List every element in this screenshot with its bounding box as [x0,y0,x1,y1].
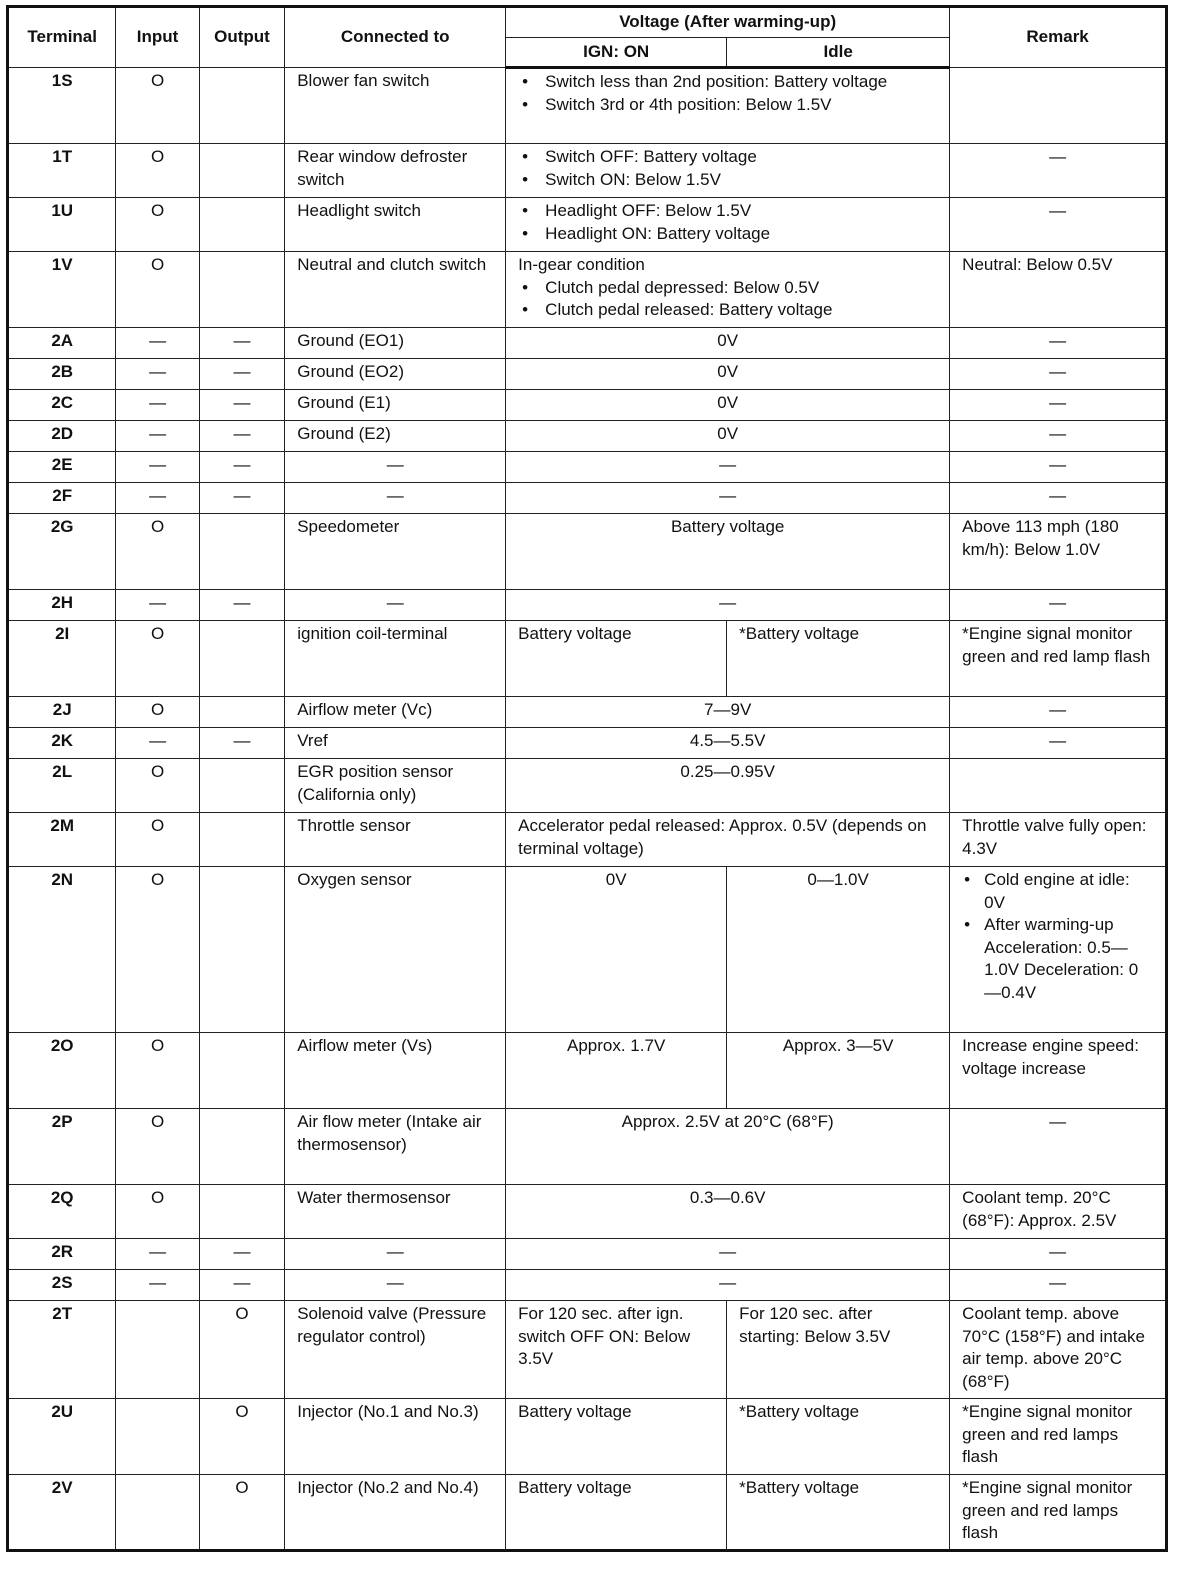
connected-to-cell: — [285,1239,506,1270]
table-row [8,68,1167,144]
connected-to-cell: Speedometer [285,514,506,590]
voltage-cell: 4.5—5.5V [506,728,950,759]
input-cell: — [116,328,199,359]
table-row [8,144,1167,198]
table-row [8,390,1167,421]
input-cell: — [116,728,199,759]
input-cell: — [116,390,199,421]
remark-cell: — [950,144,1167,198]
input-cell: O [116,514,199,590]
ign-on-cell: Battery voltage [506,621,727,697]
terminal-cell: 2R [8,1239,116,1270]
input-cell: — [116,1270,199,1301]
remark-cell [950,68,1167,144]
voltage-item: • Switch OFF: Battery voltage [518,146,937,169]
input-cell [116,1475,199,1551]
table-row [8,328,1167,359]
table-row [8,697,1167,728]
voltage-intro: In-gear condition [518,255,645,274]
output-cell: O [199,1475,284,1551]
voltage-cell [506,198,950,252]
terminal-cell: 2K [8,728,116,759]
voltage-cell: 0V [506,421,950,452]
table-row [8,1270,1167,1301]
remark-cell: *Engine signal monitor green and red lamps flash [950,1399,1167,1475]
output-cell [199,1033,284,1109]
output-cell [199,144,284,198]
header-connected-to: Connected to [285,7,506,68]
input-cell: O [116,144,199,198]
terminal-cell: 2H [8,590,116,621]
remark-cell: — [950,590,1167,621]
terminal-cell: 2M [8,813,116,867]
remark-cell: Increase engine speed: voltage increase [950,1033,1167,1109]
terminal-cell: 2Q [8,1185,116,1239]
input-cell: O [116,1185,199,1239]
terminal-cell: 2C [8,390,116,421]
table-row [8,867,1167,1033]
output-cell [199,252,284,328]
output-cell [199,1109,284,1185]
header-output: Output [199,7,284,68]
ign-on-cell: Approx. 1.7V [506,1033,727,1109]
terminal-cell: 1S [8,68,116,144]
terminal-cell: 2T [8,1301,116,1399]
terminal-cell: 2I [8,621,116,697]
terminal-cell: 2N [8,867,116,1033]
idle-cell: Approx. 3—5V [727,1033,950,1109]
table-row [8,483,1167,514]
voltage-cell [506,252,950,328]
connected-to-cell: Oxygen sensor [285,867,506,1033]
voltage-cell: — [506,483,950,514]
ign-on-cell: For 120 sec. after ign. switch OFF ON: Below 3.5V [506,1301,727,1399]
terminal-cell: 2D [8,421,116,452]
table-row [8,1399,1167,1475]
input-cell: O [116,813,199,867]
remark-cell: — [950,328,1167,359]
remark-cell: — [950,359,1167,390]
output-cell: — [199,359,284,390]
remark-cell: Neutral: Below 0.5V [950,252,1167,328]
idle-cell: *Battery voltage [727,1399,950,1475]
input-cell: O [116,1109,199,1185]
output-cell [199,813,284,867]
voltage-cell: Approx. 2.5V at 20°C (68°F) [506,1109,950,1185]
input-cell: — [116,421,199,452]
terminal-cell: 2V [8,1475,116,1551]
terminal-cell: 2E [8,452,116,483]
remark-cell [950,759,1167,813]
terminal-cell: 2A [8,328,116,359]
connected-to-cell: Throttle sensor [285,813,506,867]
remark-cell: Above 113 mph (180 km/h): Below 1.0V [950,514,1167,590]
table-row [8,514,1167,590]
output-cell: — [199,421,284,452]
remark-cell: — [950,483,1167,514]
terminal-cell: 2J [8,697,116,728]
remark-cell [950,867,1167,1033]
voltage-cell [506,68,950,144]
output-cell [199,697,284,728]
connected-to-cell: — [285,483,506,514]
remark-cell: — [950,1109,1167,1185]
connected-to-cell: Injector (No.2 and No.4) [285,1475,506,1551]
table-row [8,1475,1167,1551]
input-cell: — [116,590,199,621]
input-cell: O [116,759,199,813]
output-cell: — [199,1270,284,1301]
connected-to-cell: Ground (EO1) [285,328,506,359]
idle-cell: *Battery voltage [727,621,950,697]
voltage-item: • Clutch pedal depressed: Below 0.5V [518,277,937,300]
table-row [8,198,1167,252]
table-row [8,1301,1167,1399]
terminal-cell: 2O [8,1033,116,1109]
header-remark: Remark [950,7,1167,68]
table-row [8,252,1167,328]
input-cell: O [116,252,199,328]
table-row [8,359,1167,390]
remark-cell: — [950,728,1167,759]
terminal-voltage-table [6,5,1168,1552]
voltage-cell [506,144,950,198]
output-cell [199,867,284,1033]
header-ign-on: IGN: ON [506,37,727,68]
header-voltage: Voltage (After warming-up) [506,7,950,38]
connected-to-cell: Airflow meter (Vc) [285,697,506,728]
terminal-cell: 1V [8,252,116,328]
remark-cell: — [950,1270,1167,1301]
header-terminal: Terminal [8,7,116,68]
terminal-cell: 1T [8,144,116,198]
table-row [8,1239,1167,1270]
table-row [8,621,1167,697]
remark-cell: Throttle valve fully open: 4.3V [950,813,1167,867]
terminal-cell: 2G [8,514,116,590]
voltage-item: • Switch less than 2nd position: Battery voltage [518,71,937,94]
remark-cell: — [950,390,1167,421]
voltage-cell: — [506,1239,950,1270]
connected-to-cell: — [285,590,506,621]
voltage-cell: — [506,590,950,621]
connected-to-cell: Airflow meter (Vs) [285,1033,506,1109]
input-cell: — [116,1239,199,1270]
output-cell: — [199,590,284,621]
header-input: Input [116,7,199,68]
terminal-cell: 1U [8,198,116,252]
connected-to-cell: Neutral and clutch switch [285,252,506,328]
table-header [8,7,1167,68]
input-cell: — [116,483,199,514]
table-row [8,1033,1167,1109]
output-cell: — [199,452,284,483]
table-row [8,728,1167,759]
output-cell [199,514,284,590]
terminal-cell: 2P [8,1109,116,1185]
table-row [8,1185,1167,1239]
connected-to-cell: Air flow meter (Intake air thermosensor) [285,1109,506,1185]
voltage-cell: Battery voltage [506,514,950,590]
voltage-cell: — [506,452,950,483]
connected-to-cell: Water thermosensor [285,1185,506,1239]
idle-cell: 0—1.0V [727,867,950,1033]
output-cell: — [199,328,284,359]
remark-cell: — [950,697,1167,728]
terminal-cell: 2B [8,359,116,390]
header-idle: Idle [727,37,950,68]
input-cell: O [116,867,199,1033]
output-cell: — [199,390,284,421]
connected-to-cell: Rear window defroster switch [285,144,506,198]
voltage-item: • Switch ON: Below 1.5V [518,169,937,192]
table-row [8,813,1167,867]
remark-item: • Cold engine at idle: 0V [962,869,1153,914]
input-cell [116,1399,199,1475]
table-row [8,421,1167,452]
remark-cell: *Engine signal monitor green and red lamps flash [950,1475,1167,1551]
output-cell: O [199,1301,284,1399]
output-cell [199,1185,284,1239]
remark-cell: Coolant temp. above 70°C (158°F) and intake air temp. above 20°C (68°F) [950,1301,1167,1399]
ign-on-cell: Battery voltage [506,1399,727,1475]
voltage-cell: 0.3—0.6V [506,1185,950,1239]
output-cell [199,621,284,697]
voltage-cell: 0V [506,390,950,421]
connected-to-cell: Ground (E2) [285,421,506,452]
output-cell: — [199,1239,284,1270]
table-row [8,452,1167,483]
input-cell: O [116,68,199,144]
table-row [8,590,1167,621]
table-row [8,1109,1167,1185]
output-cell [199,198,284,252]
remark-cell: — [950,1239,1167,1270]
remark-cell: — [950,198,1167,252]
ign-on-cell: Battery voltage [506,1475,727,1551]
terminal-cell: 2F [8,483,116,514]
connected-to-cell: Blower fan switch [285,68,506,144]
voltage-cell: — [506,1270,950,1301]
terminal-cell: 2U [8,1399,116,1475]
idle-cell: *Battery voltage [727,1475,950,1551]
input-cell: — [116,452,199,483]
voltage-cell: 0V [506,359,950,390]
connected-to-cell: Vref [285,728,506,759]
output-cell [199,759,284,813]
voltage-item: • Headlight OFF: Below 1.5V [518,200,937,223]
connected-to-cell: Headlight switch [285,198,506,252]
input-cell: O [116,1033,199,1109]
terminal-cell: 2L [8,759,116,813]
voltage-cell: 7—9V [506,697,950,728]
table-row [8,759,1167,813]
voltage-item: • Headlight ON: Battery voltage [518,223,937,246]
output-cell: — [199,483,284,514]
voltage-cell: Accelerator pedal released: Approx. 0.5V (depends on terminal voltage) [506,813,950,867]
connected-to-cell: ignition coil-terminal [285,621,506,697]
output-cell [199,68,284,144]
connected-to-cell: — [285,452,506,483]
remark-cell: *Engine signal monitor green and red lamp flash [950,621,1167,697]
remark-cell: — [950,452,1167,483]
connected-to-cell: Solenoid valve (Pressure regulator control) [285,1301,506,1399]
connected-to-cell: Ground (E1) [285,390,506,421]
voltage-item: • Clutch pedal released: Battery voltage [518,299,937,322]
remark-item: • After warming-up Acceleration: 0.5—1.0V Deceleration: 0—0.4V [962,914,1153,1004]
input-cell: O [116,621,199,697]
voltage-cell: 0V [506,328,950,359]
connected-to-cell: Ground (EO2) [285,359,506,390]
idle-cell: For 120 sec. after starting: Below 3.5V [727,1301,950,1399]
output-cell: O [199,1399,284,1475]
input-cell [116,1301,199,1399]
input-cell: O [116,697,199,728]
connected-to-cell: EGR position sensor (California only) [285,759,506,813]
terminal-cell: 2S [8,1270,116,1301]
remark-cell: — [950,421,1167,452]
input-cell: — [116,359,199,390]
voltage-item: • Switch 3rd or 4th position: Below 1.5V [518,94,937,117]
ign-on-cell: 0V [506,867,727,1033]
voltage-cell: 0.25—0.95V [506,759,950,813]
input-cell: O [116,198,199,252]
output-cell: — [199,728,284,759]
terminal-voltage-sheet [6,5,1168,1552]
remark-cell: Coolant temp. 20°C (68°F): Approx. 2.5V [950,1185,1167,1239]
connected-to-cell: Injector (No.1 and No.3) [285,1399,506,1475]
connected-to-cell: — [285,1270,506,1301]
